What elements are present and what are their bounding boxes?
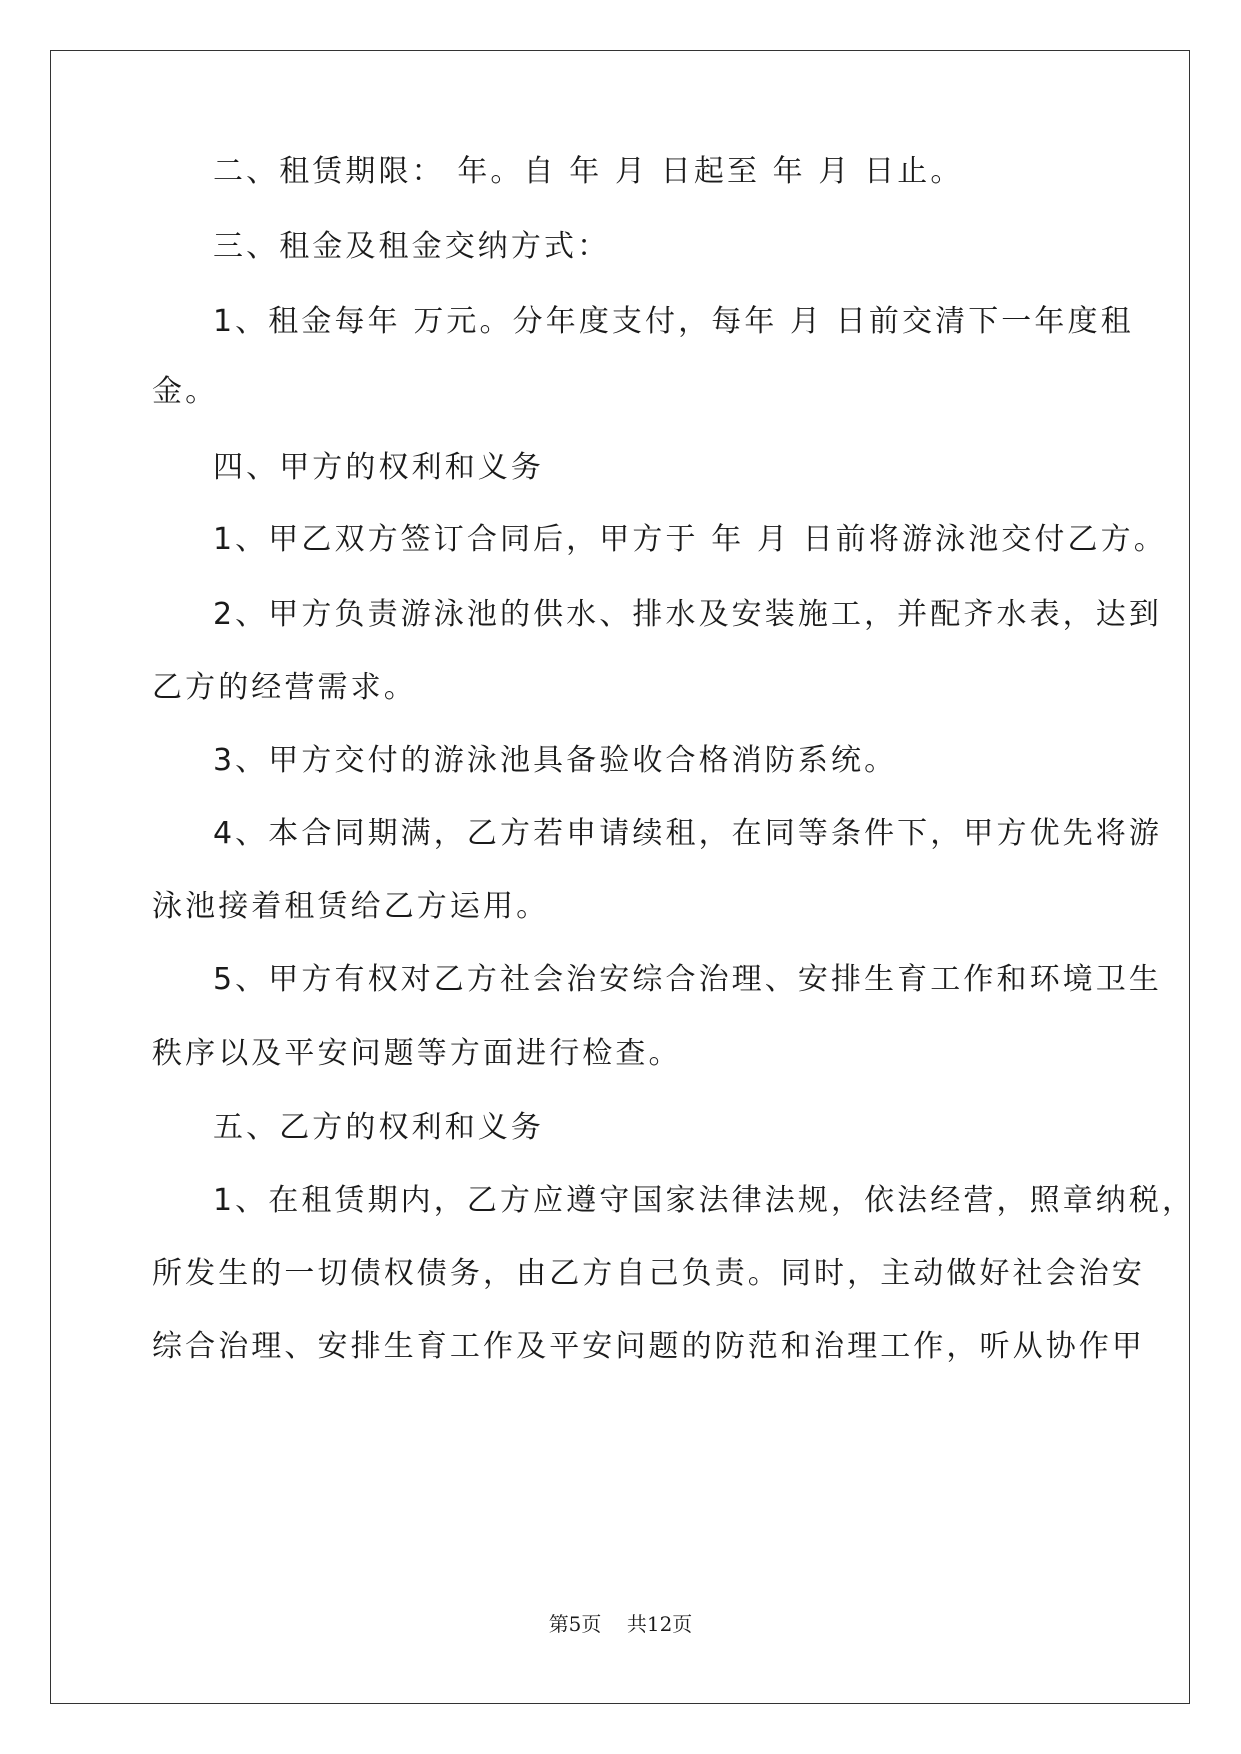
- text-line: 乙方的经营需求。: [152, 670, 417, 705]
- page-footer: [0, 1612, 1241, 1636]
- text-line: 1、租金每年 万元。分年度支付，每年 月 日前交清下一年度租: [213, 304, 1134, 339]
- text-line: 金。: [152, 374, 219, 409]
- page-number: 第5页: [548, 1612, 602, 1636]
- text-line: 综合治理、安排生育工作及平安问题的防范和治理工作，听从协作甲: [152, 1329, 1145, 1364]
- text-line: 二、租赁期限： 年。自 年 月 日起至 年 月 日止。: [213, 154, 964, 189]
- section-heading: 五、乙方的权利和义务: [213, 1110, 544, 1145]
- page-frame: [50, 50, 1190, 1704]
- text-line: 3、甲方交付的游泳池具备验收合格消防系统。: [213, 743, 898, 778]
- section-heading: 四、甲方的权利和义务: [213, 450, 544, 485]
- text-line: 泳池接着租赁给乙方运用。: [152, 889, 550, 924]
- text-line: 2、甲方负责游泳池的供水、排水及安装施工，并配齐水表，达到: [213, 597, 1162, 632]
- text-line: 所发生的一切债权债务，由乙方自己负责。同时，主动做好社会治安: [152, 1256, 1145, 1291]
- text-line: 1、甲乙双方签订合同后，甲方于 年 月 日前将游泳池交付乙方。: [213, 522, 1167, 557]
- page-total: 共12页: [626, 1612, 693, 1636]
- text-line: 1、在租赁期内，乙方应遵守国家法律法规，依法经营，照章纳税，: [213, 1183, 1196, 1218]
- text-line: 4、本合同期满，乙方若申请续租，在同等条件下，甲方优先将游: [213, 816, 1162, 851]
- section-heading: 三、租金及租金交纳方式：: [213, 229, 611, 264]
- text-line: 5、甲方有权对乙方社会治安综合治理、安排生育工作和环境卫生: [213, 962, 1162, 997]
- text-line: 秩序以及平安问题等方面进行检查。: [152, 1036, 682, 1071]
